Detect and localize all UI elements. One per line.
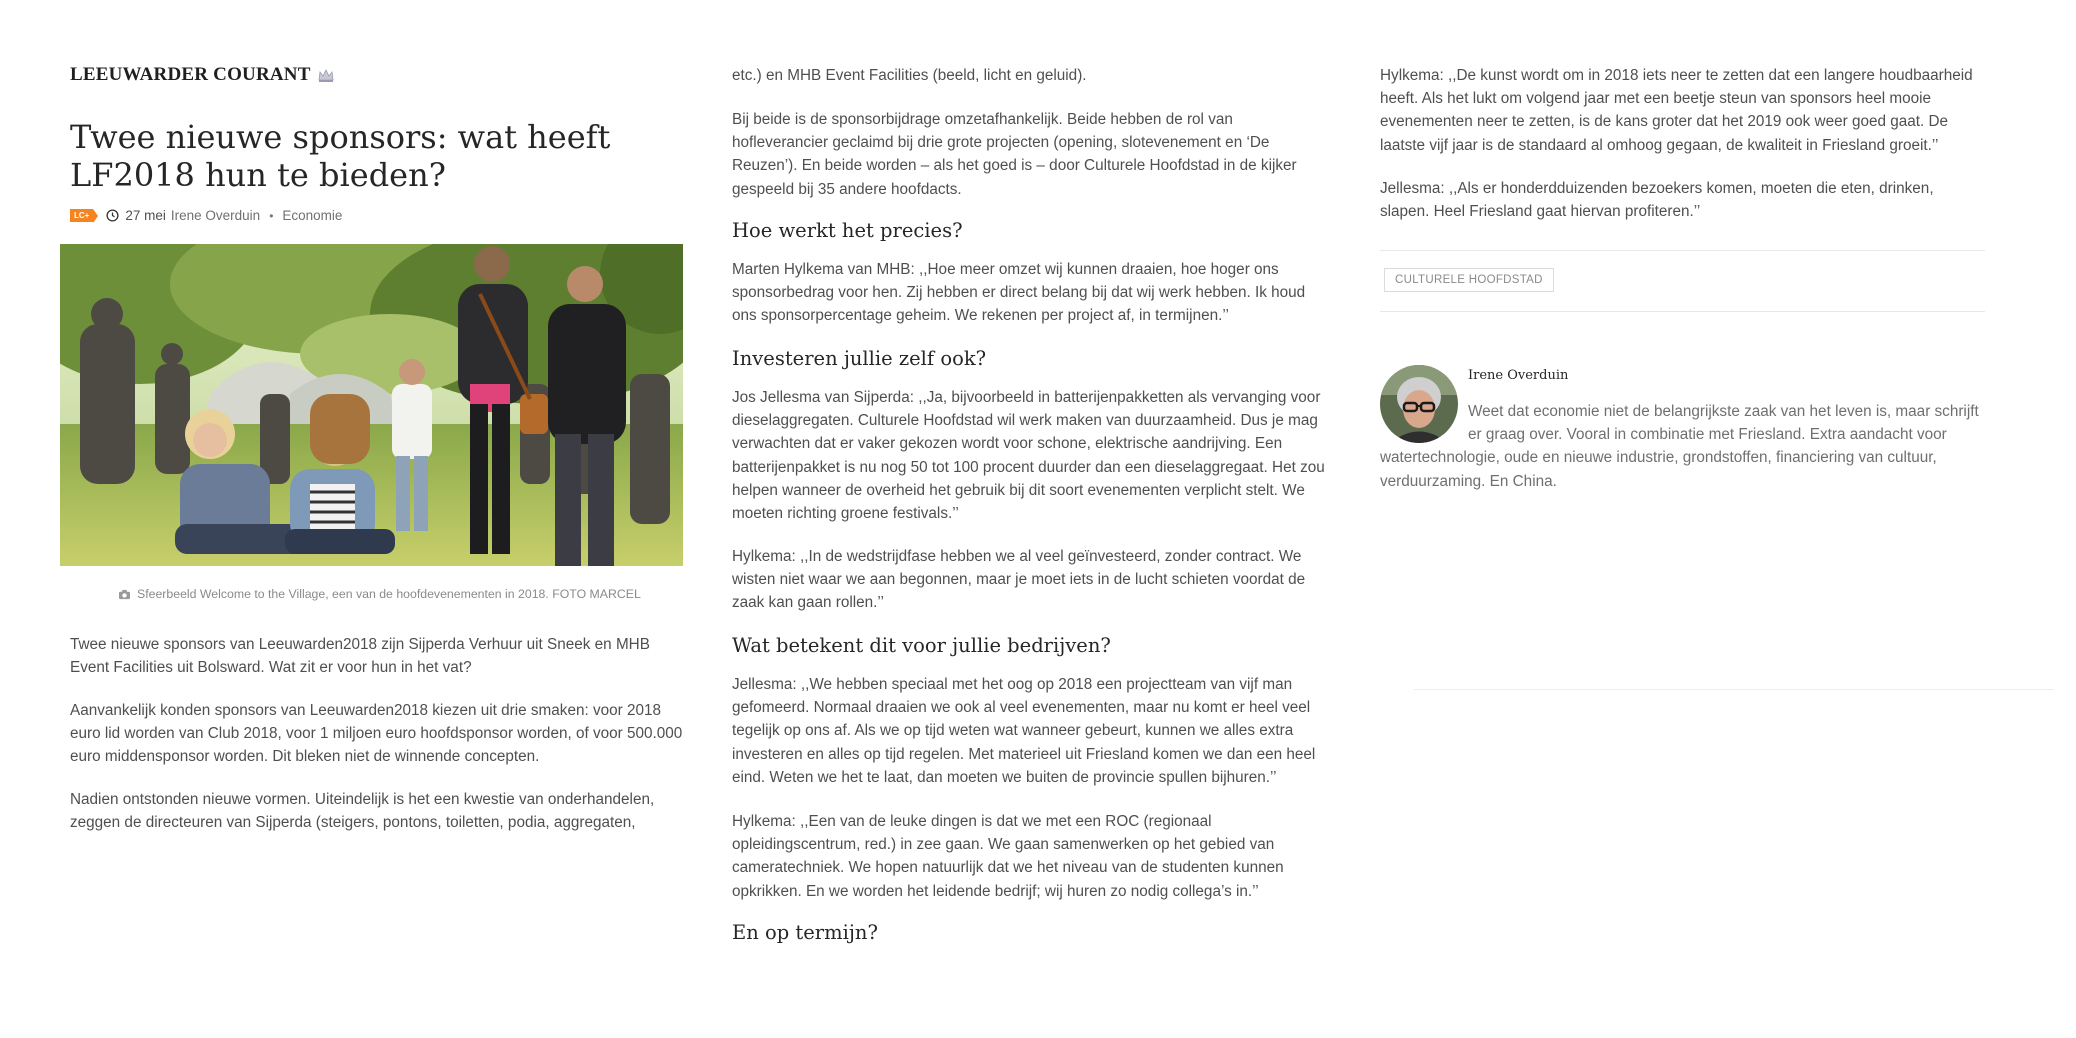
article-headline: Twee nieuwe sponsors: wat heeft LF2018 hun te bieden? (70, 118, 611, 194)
author-bio (1380, 400, 1985, 493)
clock-icon (106, 209, 119, 222)
body-paragraph: Marten Hylkema van MHB: ,,Hoe meer omzet wij kunnen draaien, hoe hoger ons sponsorbedrag voor hen. Zij hebben er direct belang bij dat wij werk hebben. Ik houd ons sponsorpercentage geheim. We rekenen per project af, in termijnen.’’ (732, 261, 1306, 325)
publish-date: 27 mei (125, 208, 166, 223)
divider (1380, 311, 1985, 312)
article-meta (70, 208, 342, 223)
body-paragraph: Jellesma: ,,We hebben speciaal met het oog op 2018 een projectteam van vijf man gefomeerd. Normaal draaien we ook al veel evenementen, maar nu komt er heel veel tegelijk op ons af. Als we op tijd weten wat wanneer gebeurt, kunnen we alles extra investeren en alles op tijd regelen. Met materieel uit Friesland komen we dan een heel eind. Weten we het te laat, dan moeten we buiten de provincie spullen bijhuren.’’ (732, 676, 1316, 786)
body-paragraph: Aanvankelijk konden sponsors van Leeuwarden2018 kiezen uit drie smaken: voor 2018 euro lid worden van Club 2018, voor 1 miljoen euro hoofdsponsor worden, of voor 500.000 euro middensponsor worden. Dit bleken niet de winnende concepten. (70, 702, 683, 766)
body-paragraph: Hylkema: ,,De kunst wordt om in 2018 iets neer te zetten dat een langere houdbaarheid heeft. Als het lukt om volgend jaar met een beetje steun van sponsors heel mooie evenementen neer te zetten, is de kans groter dat het 2019 ook weer goed gaat. De laatste vijf jaar is de standaard al omhoog gegaan, de kwaliteit in Friesland groeit.’’ (1380, 67, 1973, 154)
camera-icon (118, 589, 131, 600)
subheading: Investeren jullie zelf ook? (732, 347, 987, 370)
body-paragraph: Jos Jellesma van Sijperda: ,,Ja, bijvoorbeeld in batterijenpakketten als vervanging voor dieselaggregaten. Culturele Hoofdstad wil werk maken van duurzaamheid. Dus je mag verwachten dat er vaker gekozen wordt voor schone, elektrische aandrijving. Een batterijenpakket is nu nog 50 tot 100 procent duurder dan een dieselaggregaat. Het zou helpen wanneer de overheid het gebruik bij dit soort evenementen verplicht stelt. We moeten richting groene festivals.’’ (732, 389, 1325, 523)
body-paragraph: Hylkema: ,,Een van de leuke dingen is dat we met een ROC (regionaal opleidingscentrum, red.) in zee gaan. We gaan samenwerken op het gebied van cameratechniek. We hopen natuurlijk dat we het niveau van de studenten kunnen opkrikken. En we worden het leidende bedrijf; wij huren zo nodig collega’s in.’’ (732, 813, 1284, 900)
author-name[interactable]: Irene Overduin (1468, 368, 1569, 383)
meta-separator: • (269, 208, 274, 223)
caption-text: Sfeerbeeld Welcome to the Village, een van de hoofdevenementen in 2018. FOTO MARCEL (137, 587, 641, 601)
body-paragraph: Twee nieuwe sponsors van Leeuwarden2018 zijn Sijperda Verhuur uit Sneek en MHB Event Facilities uit Bolsward. Wat zit er voor hun in het vat? (70, 636, 650, 677)
body-paragraph: Bij beide is de sponsorbijdrage omzetafhankelijk. Beide hebben de rol van hofleverancier geclaimd bij drie grote projecten (opening, slotevenement en ‘De Reuzen’). En beide worden – als het goed is – door Culturele Hoofdstad in de kijker gespeeld bij 35 andere hoofdacts. (732, 111, 1297, 198)
section-link[interactable]: Economie (282, 208, 343, 223)
logo-text[interactable]: LEEUWARDER COURANT (70, 64, 311, 85)
author-link[interactable]: Irene Overduin (170, 208, 261, 223)
bio-indent (1380, 400, 1468, 446)
body-paragraph: Jellesma: ,,Als er honderdduizenden bezoekers komen, moeten die eten, drinken, slapen. Heel Friesland gaat hiervan profiteren.’’ (1380, 180, 1934, 221)
topic-tag[interactable]: CULTURELE HOOFDSTAD (1384, 268, 1554, 292)
subheading: Wat betekent dit voor jullie bedrijven? (732, 634, 1111, 657)
body-paragraph: Nadien ontstonden nieuwe vormen. Uiteindelijk is het een kwestie van onderhandelen, zeggen de directeuren van Sijperda (steigers, pontons, toiletten, podia, aggregaten, (70, 791, 655, 832)
body-paragraph: etc.) en MHB Event Facilities (beeld, licht en geluid). (732, 67, 1087, 84)
article-photo (60, 244, 683, 566)
crown-crest-icon (317, 67, 335, 83)
subheading: En op termijn? (732, 921, 878, 944)
body-paragraph: Hylkema: ,,In de wedstrijdfase hebben we al veel geïnvesteerd, zonder contract. We wisten niet waar we aan begonnen, maar je moet iets in de lucht schieten voordat de zaak kan gaan rollen.’’ (732, 548, 1306, 612)
premium-badge: LC+ (70, 209, 93, 222)
author-bio-text: Weet dat economie niet de belangrijkste zaak van het leven is, maar schrijft er graag over. Vooral in combinatie met Friesland. Extra aandacht voor watertechnologie, oude en nieuwe industrie, grondstoffen, financiering van cultuur, verduurzaming. En China. (1380, 403, 1979, 490)
divider (1380, 250, 1985, 251)
subheading: Hoe werkt het precies? (732, 219, 963, 242)
divider (1414, 689, 2054, 690)
photo-caption (118, 587, 641, 601)
site-logo[interactable] (70, 64, 335, 86)
festival-photo-illustration (60, 244, 683, 566)
